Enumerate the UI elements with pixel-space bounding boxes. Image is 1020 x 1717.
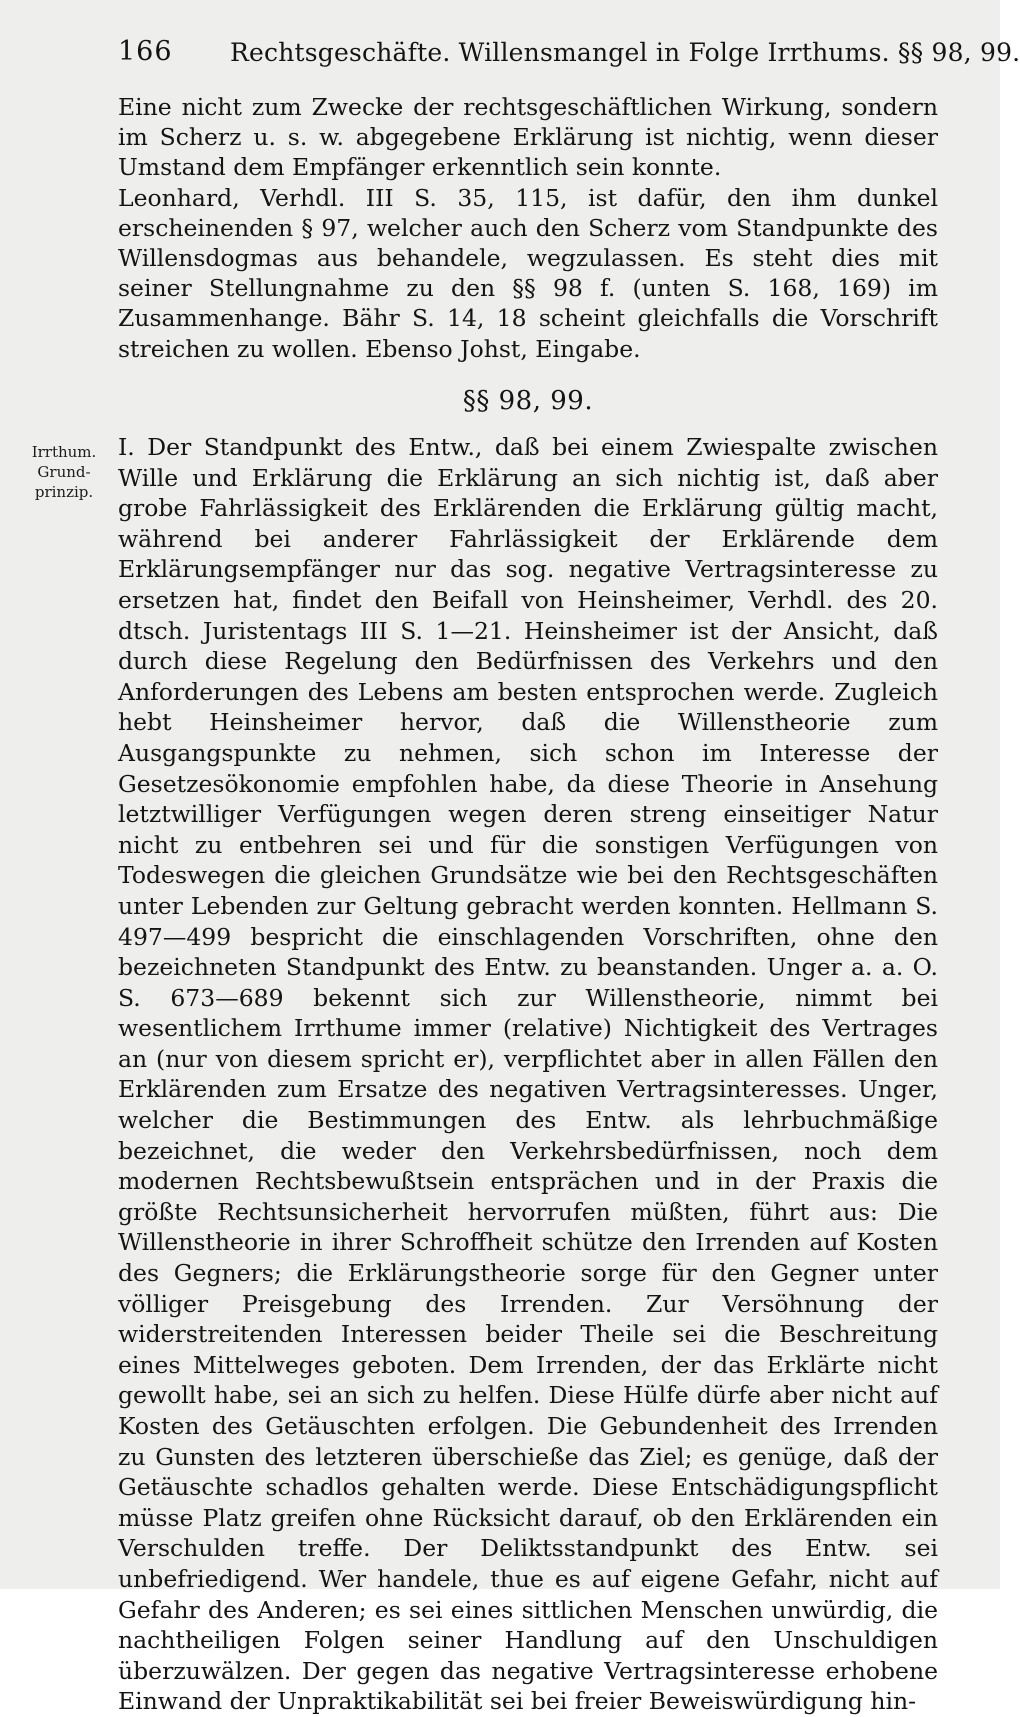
running-head: Rechtsgeschäfte. Willensmangel in Folge Irrthums. §§ 98, 99. xyxy=(230,38,1020,67)
page-number: 166 xyxy=(118,36,173,67)
main-text xyxy=(118,432,938,1717)
page-header xyxy=(118,36,1020,76)
margin-note-line: Grund- xyxy=(37,463,91,481)
main-paragraph: I. Der Standpunkt des Entw., daß bei einem Zwiespalte zwischen Wille und Erklärung die Erklärung an sich nichtig ist, daß aber grobe Fahrlässigkeit des Erklärenden die Erklärung gültig macht, während bei anderer Fahrlässigkeit der Erklärende dem Erklärungsempfänger nur das sog. negative Vertragsinteresse zu ersetzen hat, findet den Beifall von Heinsheimer, Verhdl. des 20. dtsch. Juristentags III S. 1—21. Heinsheimer ist der Ansicht, daß durch diese Regelung den Bedürfnissen des Verkehrs und den Anforderungen des Lebens am besten entsprochen werde. Zugleich hebt Heinsheimer hervor, daß die Willenstheorie zum Ausgangspunkte zu nehmen, sich schon im Interesse der Gesetzesökonomie empfohlen habe, da diese Theorie in Ansehung letztwilliger Verfügungen wegen deren streng einseitiger Natur nicht zu entbehren sei und für die sonstigen Verfügungen von Todeswegen die gleichen Grundsätze wie bei den Rechtsgeschäften unter Lebenden zur Geltung gebracht werden konnten. Hellmann S. 497—499 bespricht die einschlagenden Vorschriften, ohne den bezeichneten Standpunkt des Entw. zu beanstanden. Unger a. a. O. S. 673—689 bekennt sich zur Willenstheorie, nimmt bei wesentlichem Irrthume immer (relative) Nichtigkeit des Vertrages an (nur von diesem spricht er), verpflichtet aber in allen Fällen den Erklärenden zum Ersatze des negativen Vertragsinteresses. Unger, welcher die Bestimmungen des Entw. als lehrbuchmäßige bezeichnet, die weder den Verkehrsbedürfnissen, noch dem modernen Rechtsbewußtsein entsprächen und in der Praxis die größte Rechtsunsicherheit hervorrufen müßten, führt aus: Die Willenstheorie in ihrer Schroffheit schütze den Irrenden auf Kosten des Gegners; die Erklärungstheorie sorge für den Gegner unter völliger Preisgebung des Irrenden. Zur Versöhnung der widerstreitenden Interessen beider Theile sei die Beschreitung eines Mittelweges geboten. Dem Irrenden, der das Erklärte nicht gewollt habe, sei an sich zu helfen. Diese Hülfe dürfe aber nicht auf Kosten des Getäuschten erfolgen. Die Gebundenheit des Irrenden zu Gunsten des letzteren überschieße das Ziel; es genüge, daß der Getäuschte schadlos gehalten werde. Diese Entschädigungspflicht müsse Platz greifen ohne Rücksicht darauf, ob den Erklärenden ein Verschulden treffe. Der Deliktsstandpunkt des Entw. sei unbefriedigend. Wer handele, thue es auf eigene Gefahr, nicht auf Gefahr des Anderen; es sei eines sittlichen Menschen unwürdig, die nachtheiligen Folgen seiner Handlung auf den Unschuldigen überzuwälzen. Der gegen das negative Vertragsinteresse erhobene Einwand der Unpraktikabilität sei bei freier Beweiswürdigung hin- xyxy=(118,433,938,1716)
margin-note-line: prinzip. xyxy=(34,483,94,501)
intro-paragraph-1: Eine nicht zum Zwecke der rechtsgeschäftlichen Wirkung, sondern im Scherz u. s. w. abgegebene Erklärung ist nichtig, wenn dieser Umstand dem Empfänger erkenntlich sein konnte. xyxy=(118,93,938,182)
section-heading: §§ 98, 99. xyxy=(462,386,594,416)
intro-text xyxy=(118,92,938,364)
intro-paragraph-2: Leonhard, Verhdl. III S. 35, 115, ist dafür, den ihm dunkel erscheinenden § 97, welcher auch den Scherz vom Standpunkte des Willensdogmas aus behandele, wegzulassen. Es steht dies mit seiner Stellungnahme zu den §§ 98 f. (unten S. 168, 169) im Zusammenhange. Bähr S. 14, 18 scheint gleichfalls die Vorschrift streichen zu wollen. Ebenso Johst, Eingabe. xyxy=(118,183,938,363)
margin-note xyxy=(22,442,106,502)
margin-note-line: Irrthum. xyxy=(31,443,97,461)
